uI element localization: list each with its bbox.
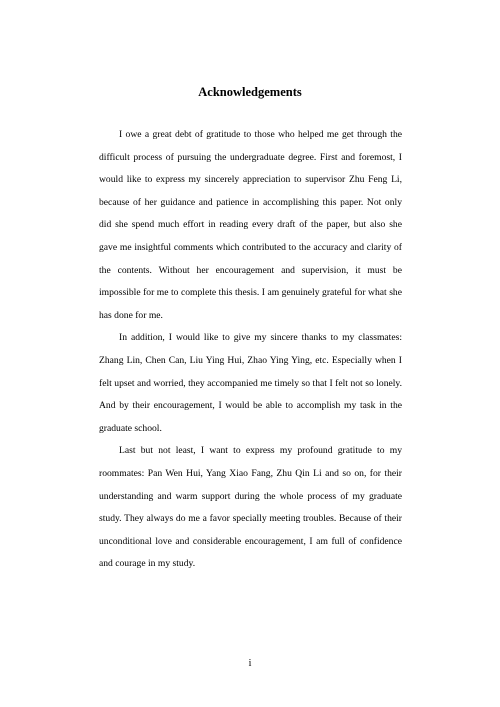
page-title: Acknowledgements	[198, 85, 302, 99]
paragraph-supervisor: I owe a great debt of gratitude to those who helped me get through the difficult process of pursuing the undergraduate degree. First and foremost, I would like to express my sincerely appreciation to supervisor Zhu Feng Li, because of her guidance and patience in accomplishing this paper. Not only did she spend much effort in reading every draft of the paper, but also she gave me insightful comments which contributed to the accuracy and clarity of the contents. Without her encouragement and supervision, it must be impossible for me to complete this thesis. I am genuinely grateful for what she has done for me.	[99, 129, 402, 321]
paragraph-roommates: Last but not least, I want to express my profound gratitude to my roommates: Pan Wen Hui, Yang Xiao Fang, Zhu Qin Li and so on, for their understanding and warm support during the whole process of my graduate study. They always do me a favor specially meeting troubles. Because of their unconditional love and considerable encouragement, I am full of confidence and courage in my study.	[99, 445, 402, 570]
body-text	[99, 124, 402, 576]
page-number: i	[248, 658, 252, 669]
paragraph-classmates: In addition, I would like to give my sincere thanks to my classmates: Zhang Lin, Chen Can, Liu Ying Hui, Zhao Ying Ying, etc. Especially when I felt upset and worried, they accompanied me timely so that I felt not so lonely. And by their encouragement, I would be able to accomplish my task in the graduate school.	[99, 332, 402, 434]
